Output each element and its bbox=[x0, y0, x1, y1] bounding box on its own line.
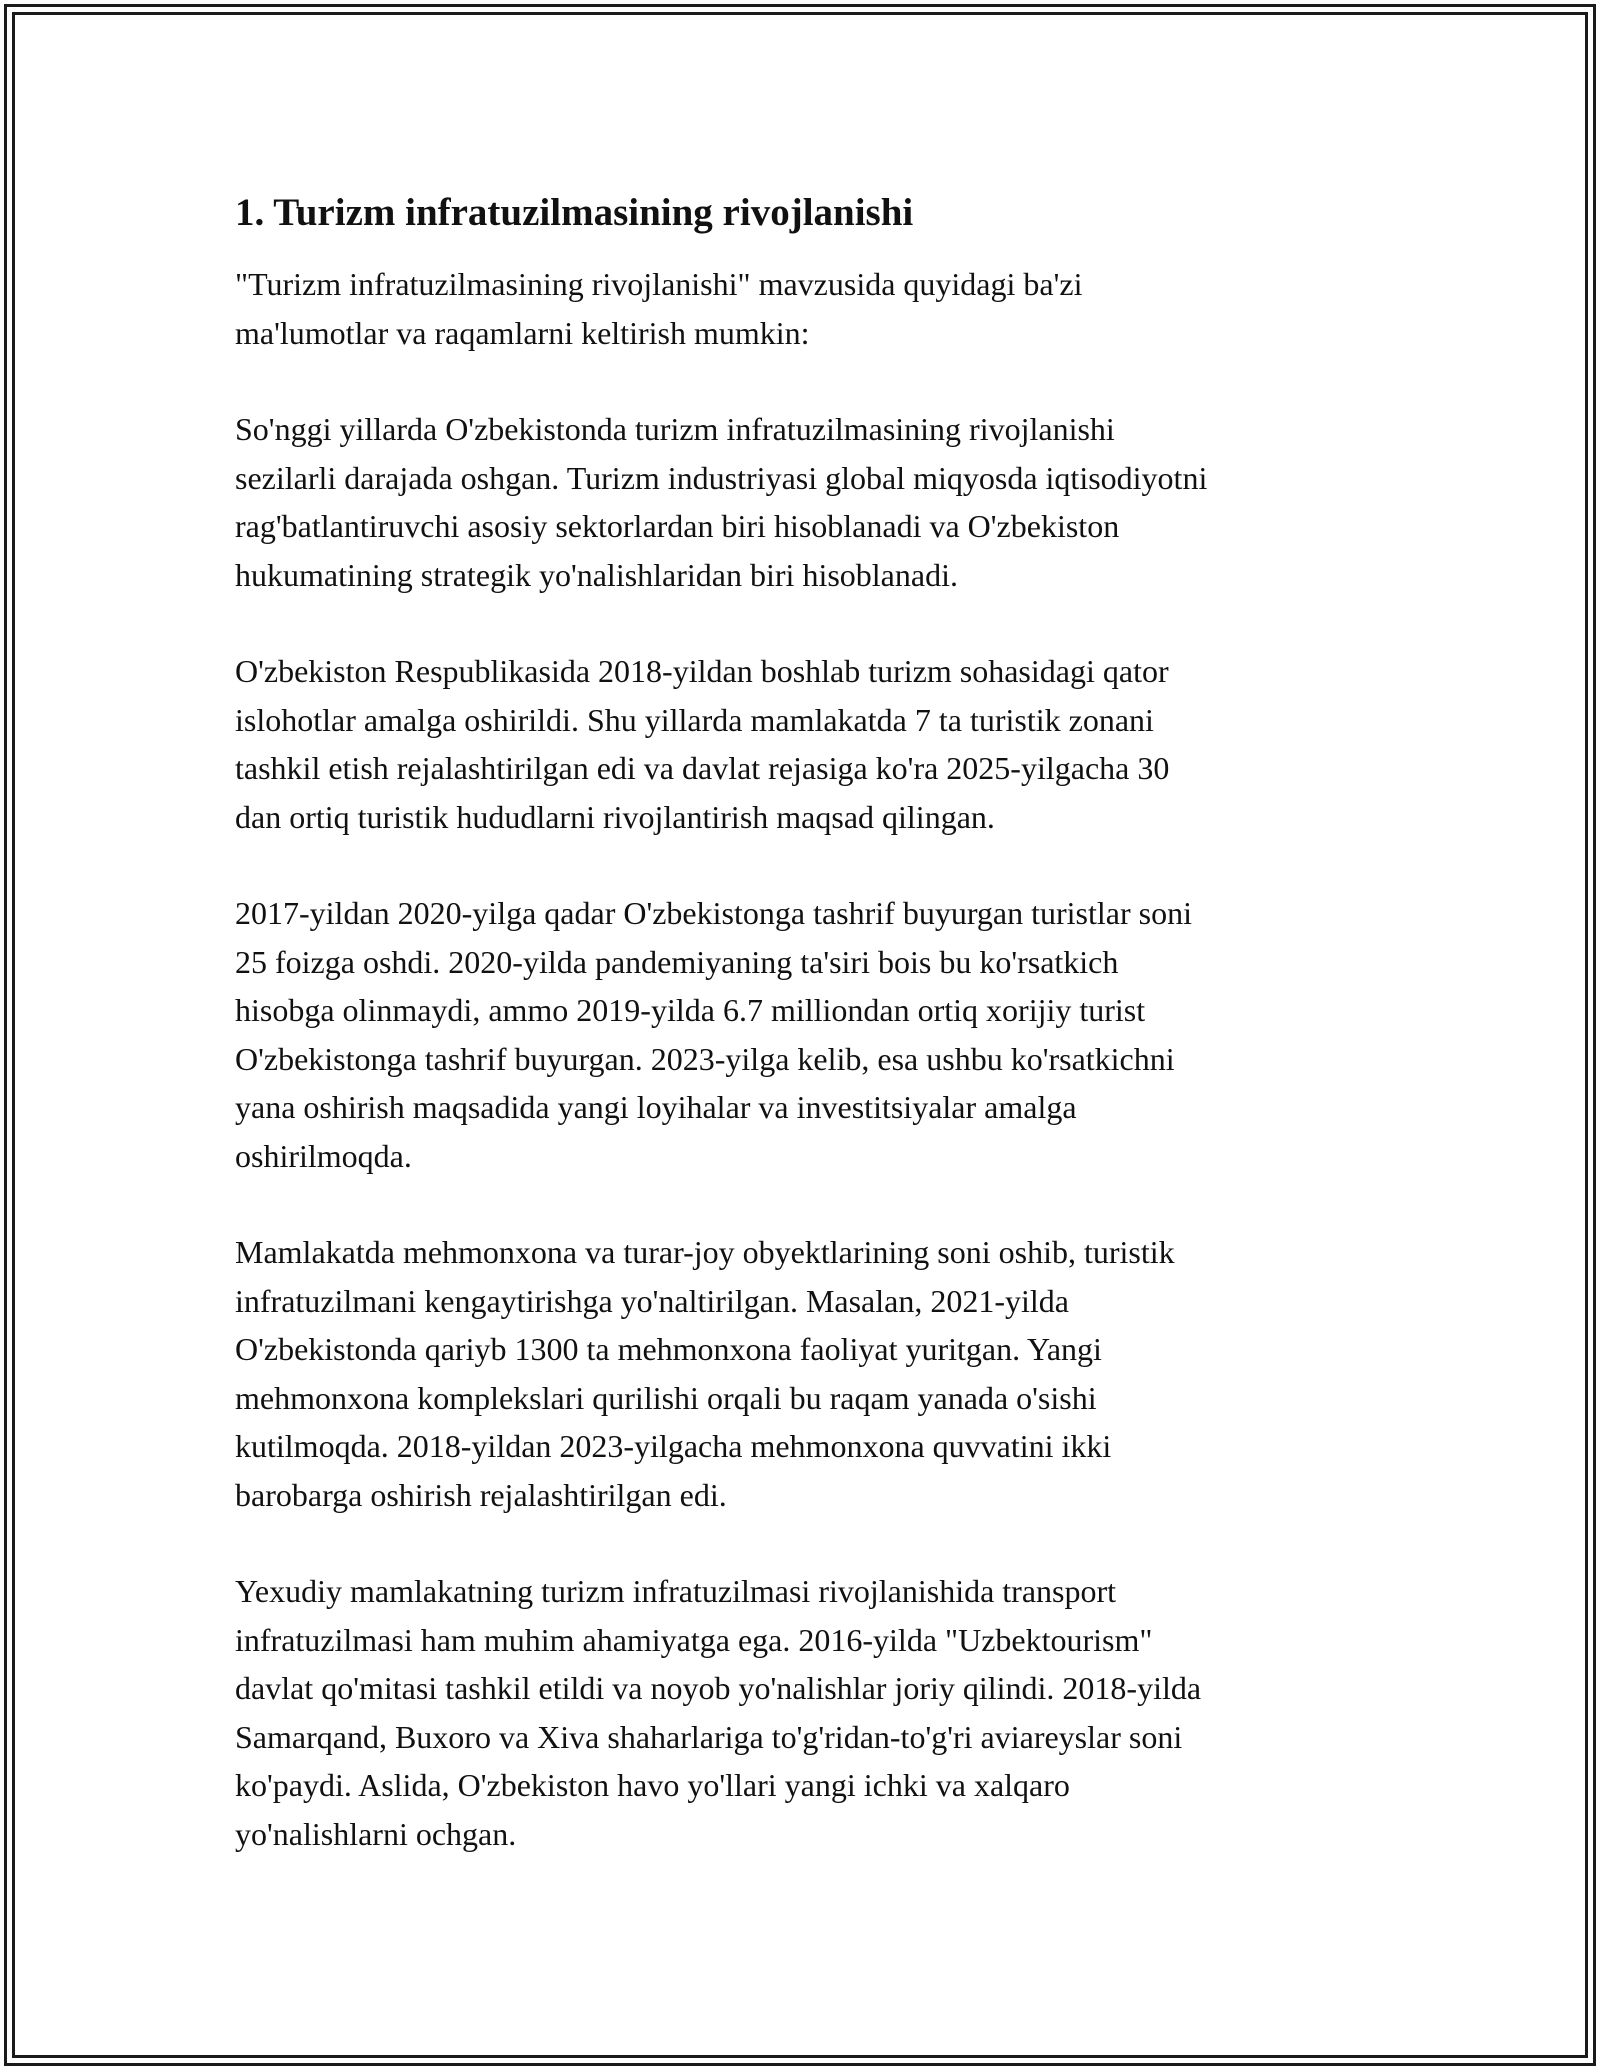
text-line: tashkil etish rejalashtirilgan edi va davlat rejasiga ko'ra 2025-yilgacha 30 bbox=[235, 750, 1170, 786]
text-line: infratuzilmasi ham muhim ahamiyatga ega. 2016-yilda "Uzbektourism" bbox=[235, 1621, 1153, 1658]
paragraph-reforms bbox=[235, 647, 1370, 841]
text-line: ma'lumotlar va raqamlarni keltirish mumkin: bbox=[235, 314, 810, 351]
text-line: islohotlar amalga oshirildi. Shu yillarda mamlakatda 7 ta turistik zonani bbox=[235, 701, 1154, 738]
text-line: yo'nalishlarni ochgan. bbox=[235, 1815, 517, 1852]
document-body bbox=[235, 188, 1370, 1906]
text-line: mehmonxona komplekslari qurilishi orqali bu raqam yanada o'sishi bbox=[235, 1379, 1097, 1416]
text-line: 25 foizga oshdi. 2020-yilda pandemiyaning ta'siri bois bu ko'rsatkich bbox=[235, 943, 1119, 980]
text-line: "Turizm infratuzilmasining rivojlanishi" mavzusida quyidagi ba'zi bbox=[235, 266, 1083, 302]
paragraph-transport bbox=[235, 1567, 1370, 1858]
text-line: dan ortiq turistik hududlarni rivojlantirish maqsad qilingan. bbox=[235, 798, 995, 835]
text-line: O'zbekiston Respublikasida 2018-yildan boshlab turizm sohasidagi qator bbox=[235, 653, 1169, 689]
text-line: hisobga olinmaydi, ammo 2019-yilda 6.7 milliondan ortiq xorijiy turist bbox=[235, 992, 1146, 1028]
text-line: Samarqand, Buxoro va Xiva shaharlariga to'g'ridan-to'g'ri aviareyslar soni bbox=[235, 1718, 1183, 1755]
paragraph-overview bbox=[235, 405, 1370, 599]
text-line: yana oshirish maqsadida yangi loyihalar va investitsiyalar amalga bbox=[235, 1089, 1077, 1125]
paragraph-hotels bbox=[235, 1228, 1370, 1519]
text-line: infratuzilmani kengaytirishga yo'naltirilgan. Masalan, 2021-yilda bbox=[235, 1282, 1069, 1319]
text-line: Mamlakatda mehmonxona va turar-joy obyektlarining soni oshib, turistik bbox=[235, 1234, 1175, 1270]
text-line: oshirilmoqda. bbox=[235, 1137, 412, 1174]
text-line: kutilmoqda. 2018-yildan 2023-yilgacha mehmonxona quvvatini ikki bbox=[235, 1428, 1112, 1464]
section-heading: 1. Turizm infratuzilmasining rivojlanishi bbox=[235, 191, 914, 234]
text-line: hukumatining strategik yo'nalishlaridan biri hisoblanadi. bbox=[235, 556, 958, 593]
text-line: ko'paydi. Aslida, O'zbekiston havo yo'llari yangi ichki va xalqaro bbox=[235, 1767, 1070, 1803]
text-line: O'zbekistonga tashrif buyurgan. 2023-yilga kelib, esa ushbu ko'rsatkichni bbox=[235, 1040, 1175, 1077]
text-line: So'nggi yillarda O'zbekistonda turizm infratuzilmasining rivojlanishi bbox=[235, 411, 1115, 447]
paragraph-tourist-numbers bbox=[235, 889, 1370, 1180]
text-line: 2017-yildan 2020-yilga qadar O'zbekistonga tashrif buyurgan turistlar soni bbox=[235, 895, 1192, 931]
text-line: barobarga oshirish rejalashtirilgan edi. bbox=[235, 1476, 727, 1513]
text-line: Yexudiy mamlakatning turizm infratuzilmasi rivojlanishida transport bbox=[235, 1573, 1117, 1609]
text-line: davlat qo'mitasi tashkil etildi va noyob yo'nalishlar joriy qilindi. 2018-yilda bbox=[235, 1670, 1202, 1706]
text-line: O'zbekistonda qariyb 1300 ta mehmonxona faoliyat yuritgan. Yangi bbox=[235, 1331, 1102, 1367]
text-line: sezilarli darajada oshgan. Turizm industriyasi global miqyosda iqtisodiyotni bbox=[235, 459, 1208, 496]
paragraph-intro bbox=[235, 260, 1370, 357]
text-line: rag'batlantiruvchi asosiy sektorlardan biri hisoblanadi va O'zbekiston bbox=[235, 508, 1120, 544]
